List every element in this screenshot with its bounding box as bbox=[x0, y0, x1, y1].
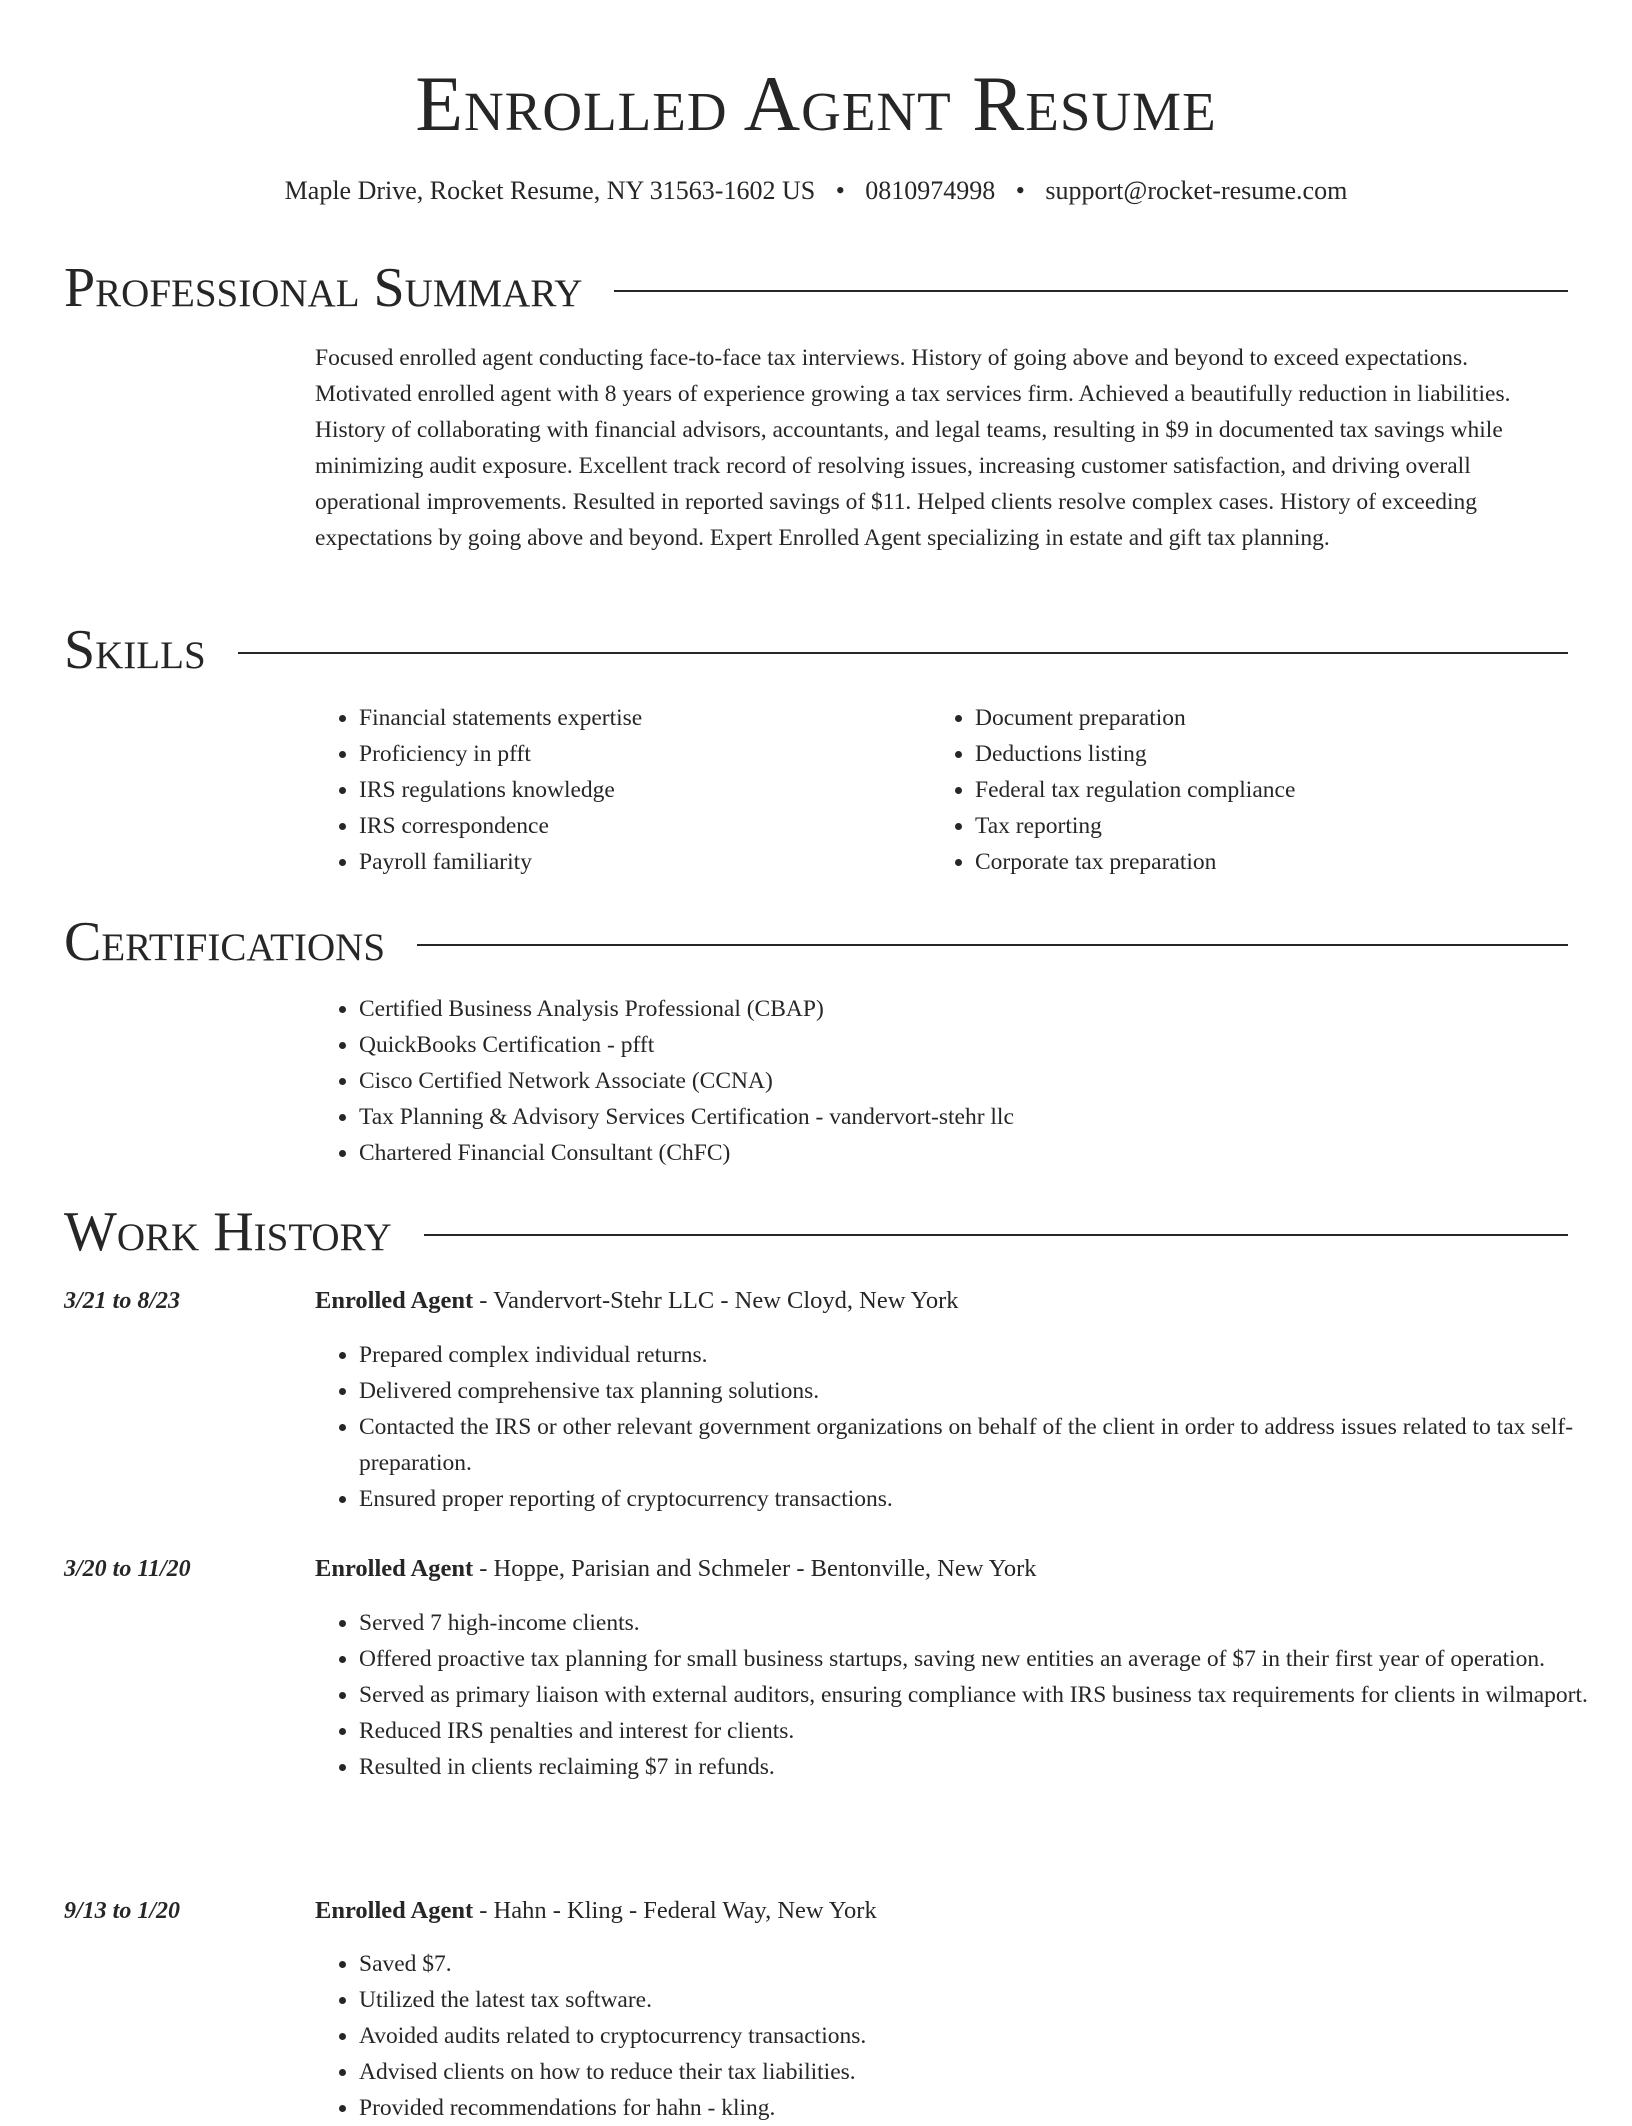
work-history-section-header bbox=[64, 1200, 1568, 1264]
skills-section-header bbox=[64, 618, 1568, 682]
section-divider bbox=[424, 1234, 1568, 1236]
skill-item: • Payroll familiarity bbox=[359, 844, 959, 880]
job-dates: 3/20 to 11/20 bbox=[64, 1556, 191, 1582]
section-divider bbox=[417, 944, 1568, 946]
job-bullet: • Reduced IRS penalties and interest for clients. bbox=[359, 1713, 1612, 1749]
job-heading bbox=[315, 1894, 1568, 1928]
job-bullet: • Served as primary liaison with external auditors, ensuring compliance with IRS business tax requirements for clients in wilmaport. bbox=[359, 1677, 1612, 1713]
job-dates: 9/13 to 1/20 bbox=[64, 1898, 181, 1924]
skill-item: • Corporate tax preparation bbox=[975, 844, 1595, 880]
skills-list-right bbox=[931, 700, 1595, 880]
job-bullet: • Ensured proper reporting of cryptocurrency transactions. bbox=[359, 1481, 1612, 1517]
skill-item: • Tax reporting bbox=[975, 808, 1595, 844]
job-bullet: • Delivered comprehensive tax planning solutions. bbox=[359, 1373, 1612, 1409]
contact-line bbox=[0, 175, 1632, 207]
contact-address: Maple Drive, Rocket Resume, NY 31563-1602 US bbox=[284, 176, 816, 205]
section-divider bbox=[614, 290, 1568, 292]
job-heading bbox=[315, 1284, 1568, 1318]
certification-item: • Cisco Certified Network Associate (CCNA) bbox=[359, 1063, 1612, 1099]
certifications-list bbox=[315, 991, 1612, 1171]
job-heading bbox=[315, 1552, 1568, 1586]
job-bullet-list bbox=[315, 1337, 1612, 1517]
skills-list-left bbox=[315, 700, 959, 880]
summary-section-title: Professional Summary bbox=[64, 257, 583, 319]
certifications-section-title: Certifications bbox=[64, 911, 386, 973]
certification-item: • Tax Planning & Advisory Services Certification - vandervort-stehr llc bbox=[359, 1099, 1612, 1135]
certification-item: • Certified Business Analysis Professional (CBAP) bbox=[359, 991, 1612, 1027]
job-bullet-list bbox=[315, 1605, 1612, 1785]
job-bullet: • Avoided audits related to cryptocurrency transactions. bbox=[359, 2018, 1612, 2054]
job-employer: - Vandervort-Stehr LLC - New Cloyd, New York bbox=[473, 1287, 959, 1314]
contact-separator: • bbox=[1015, 176, 1025, 205]
job-bullet: • Advised clients on how to reduce their tax liabilities. bbox=[359, 2054, 1612, 2090]
skill-item: • Document preparation bbox=[975, 700, 1595, 736]
skill-item: • Proficiency in pfft bbox=[359, 736, 959, 772]
job-bullet-list bbox=[315, 1946, 1612, 2126]
summary-section-header bbox=[64, 256, 1568, 320]
job-bullet: • Prepared complex individual returns. bbox=[359, 1337, 1612, 1373]
job-role: Enrolled Agent bbox=[315, 1287, 474, 1314]
job-role: Enrolled Agent bbox=[315, 1555, 474, 1582]
job-bullet: • Resulted in clients reclaiming $7 in refunds. bbox=[359, 1749, 1612, 1785]
job-bullet: • Offered proactive tax planning for small business startups, saving new entities an average of $7 in their first year of operation. bbox=[359, 1641, 1612, 1677]
job-bullet: • Served 7 high-income clients. bbox=[359, 1605, 1612, 1641]
skills-section-title: Skills bbox=[64, 619, 206, 681]
contact-email: support@rocket-resume.com bbox=[1045, 176, 1348, 205]
job-employer: - Hahn - Kling - Federal Way, New York bbox=[473, 1897, 877, 1924]
job-role: Enrolled Agent bbox=[315, 1897, 474, 1924]
certification-item: • Chartered Financial Consultant (ChFC) bbox=[359, 1135, 1612, 1171]
contact-separator: • bbox=[835, 176, 845, 205]
skill-item: • IRS correspondence bbox=[359, 808, 959, 844]
skill-item: • Federal tax regulation compliance bbox=[975, 772, 1595, 808]
page-title: Enrolled Agent Resume bbox=[415, 60, 1217, 147]
section-divider bbox=[238, 652, 1568, 654]
skill-item: • Deductions listing bbox=[975, 736, 1595, 772]
contact-phone: 0810974998 bbox=[865, 176, 996, 205]
skill-item: • Financial statements expertise bbox=[359, 700, 959, 736]
work-history-section-title: Work History bbox=[64, 1201, 392, 1263]
job-bullet: • Saved $7. bbox=[359, 1946, 1612, 1982]
certifications-section-header bbox=[64, 910, 1568, 974]
summary-text: Focused enrolled agent conducting face-to-face tax interviews. History of going above and beyond to exceed expectations. Motivated enrolled agent with 8 years of experience growing a tax services firm. Achieved a beautifully reduction in liabilities. History of collaborating with financial advisors, accountants, and legal teams, resulting in $9 in documented tax savings while minimizing audit exposure. Excellent track record of resolving issues, increasing customer satisfaction, and driving overall operational improvements. Resulted in reported savings of $11. Helped clients resolve complex cases. History of exceeding expectations by going above and beyond. Expert Enrolled Agent specializing in estate and gift tax planning. bbox=[315, 345, 1511, 551]
job-dates: 3/21 to 8/23 bbox=[64, 1288, 181, 1314]
skill-item: • IRS regulations knowledge bbox=[359, 772, 959, 808]
job-employer: - Hoppe, Parisian and Schmeler - Bentonville, New York bbox=[473, 1555, 1037, 1582]
job-bullet: • Contacted the IRS or other relevant government organizations on behalf of the client in order to address issues related to tax self-preparation. bbox=[359, 1409, 1612, 1481]
job-bullet: • Utilized the latest tax software. bbox=[359, 1982, 1612, 2018]
job-bullet: • Provided recommendations for hahn - kling. bbox=[359, 2090, 1612, 2126]
certification-item: • QuickBooks Certification - pfft bbox=[359, 1027, 1612, 1063]
